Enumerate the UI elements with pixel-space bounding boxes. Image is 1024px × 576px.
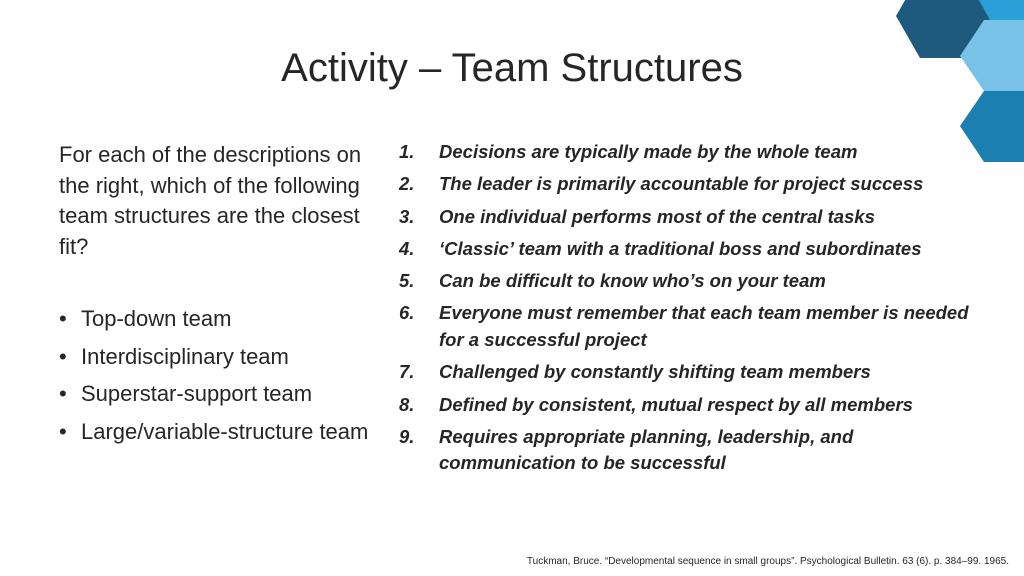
structure-list	[59, 304, 379, 447]
bullet-icon: •	[59, 381, 67, 406]
item-number: 6.	[399, 302, 415, 324]
description-item	[399, 300, 979, 353]
item-text: One individual performs most of the central tasks	[439, 205, 875, 227]
description-item	[399, 424, 979, 477]
item-number: 7.	[399, 361, 415, 383]
description-item	[399, 268, 979, 295]
left-column	[59, 140, 379, 454]
item-text: The leader is primarily accountable for project success	[439, 173, 924, 195]
slide-title: Activity – Team Structures	[281, 46, 743, 90]
item-number: 9.	[399, 425, 415, 447]
item-text: Challenged by constantly shifting team members	[439, 361, 871, 383]
bullet-icon: •	[59, 343, 67, 369]
structure-label: Large/variable-structure team	[81, 418, 369, 444]
bullet-icon: •	[59, 418, 67, 444]
item-text: Decisions are typically made by the whole team	[439, 141, 858, 162]
item-text: ‘Classic’ team with a traditional boss and subordinates	[439, 237, 922, 259]
description-item	[399, 204, 979, 231]
structure-label: Top-down team	[81, 306, 232, 331]
structure-label: Superstar-support team	[81, 381, 313, 406]
bullet-icon: •	[59, 306, 67, 331]
item-number: 1.	[399, 141, 415, 162]
hexagon-bright	[966, 0, 1024, 20]
citation: Tuckman, Bruce. “Developmental sequence in small groups”. Psychological Bulletin. 63 (6). p. 384–99. 1965.	[526, 556, 1009, 567]
structure-item	[59, 304, 379, 335]
structure-item	[59, 379, 379, 410]
description-item	[399, 139, 979, 166]
item-text: Can be difficult to know who’s on your team	[439, 270, 826, 292]
structure-item	[59, 342, 379, 373]
description-item	[399, 171, 979, 198]
intro-text: For each of the descriptions on the right, which of the following team structures are the closest fit?	[59, 142, 362, 259]
structure-item	[59, 417, 379, 448]
item-number: 4.	[399, 237, 415, 259]
item-text: Requires appropriate planning, leadership, and communication to be successful	[439, 425, 854, 474]
item-number: 5.	[399, 270, 415, 292]
structure-label: Interdisciplinary team	[81, 343, 289, 369]
description-item	[399, 236, 979, 263]
item-number: 2.	[399, 173, 415, 195]
item-text: Everyone must remember that each team member is needed for a successful project	[439, 302, 969, 350]
item-text: Defined by consistent, mutual respect by all members	[439, 393, 913, 415]
description-item	[399, 392, 979, 419]
item-number: 8.	[399, 393, 415, 415]
description-item	[399, 359, 979, 386]
description-list	[399, 139, 979, 477]
right-column	[399, 139, 979, 483]
item-number: 3.	[399, 205, 415, 227]
